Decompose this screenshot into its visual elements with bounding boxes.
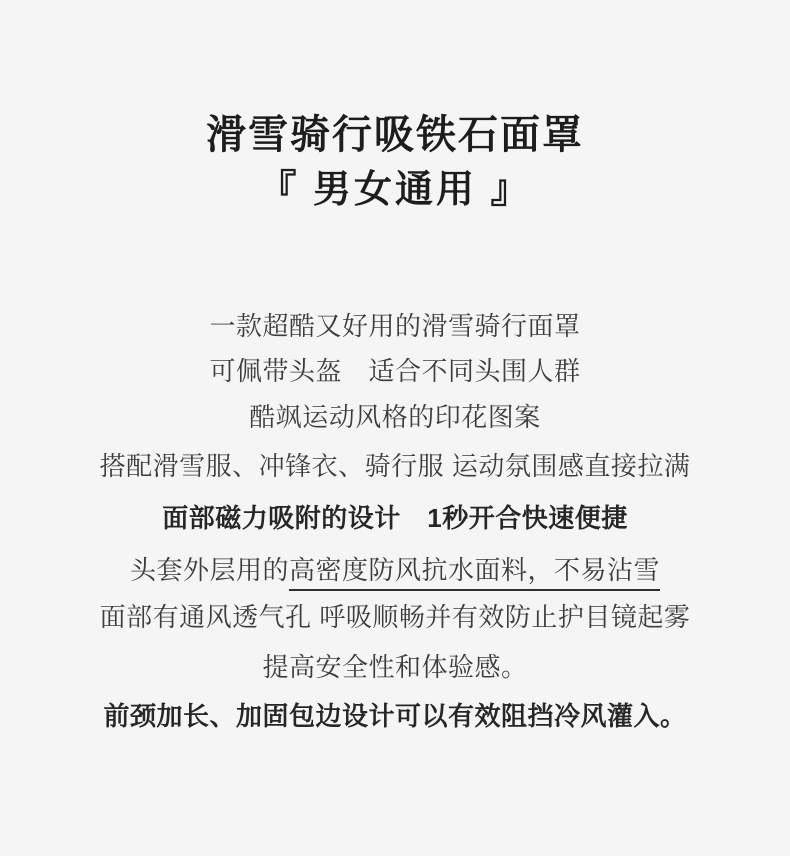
description-line-emphasis: 前颈加长、加固包边设计可以有效阻挡冷风灌入。	[103, 701, 687, 731]
description-line: 面部有通风透气孔 呼吸顺畅并有效防止护目镜起雾	[99, 602, 691, 632]
description-line-emphasis: 面部磁力吸附的设计 1秒开合快速便捷	[162, 503, 628, 533]
description-line-prefix: 头套外层用的	[129, 555, 289, 585]
product-title: 滑雪骑行吸铁石面罩	[206, 113, 584, 157]
description-line: 提高安全性和体验感。	[262, 652, 528, 682]
description-line: 一款超酷又好用的滑雪骑行面罩	[209, 311, 581, 341]
description-line-with-underline	[0, 557, 790, 584]
underlined-text: 高密度防风抗水面料，不易沾雪	[289, 555, 660, 591]
product-subtitle: 『 男女通用 』	[258, 169, 532, 211]
description-line: 酷飒运动风格的印花图案	[249, 402, 541, 432]
product-intro-page	[0, 113, 790, 856]
product-description	[0, 313, 790, 730]
description-line: 搭配滑雪服、冲锋衣、骑行服 运动氛围感直接拉满	[99, 451, 691, 481]
description-line: 可佩带头盔 适合不同头围人群	[209, 356, 581, 386]
